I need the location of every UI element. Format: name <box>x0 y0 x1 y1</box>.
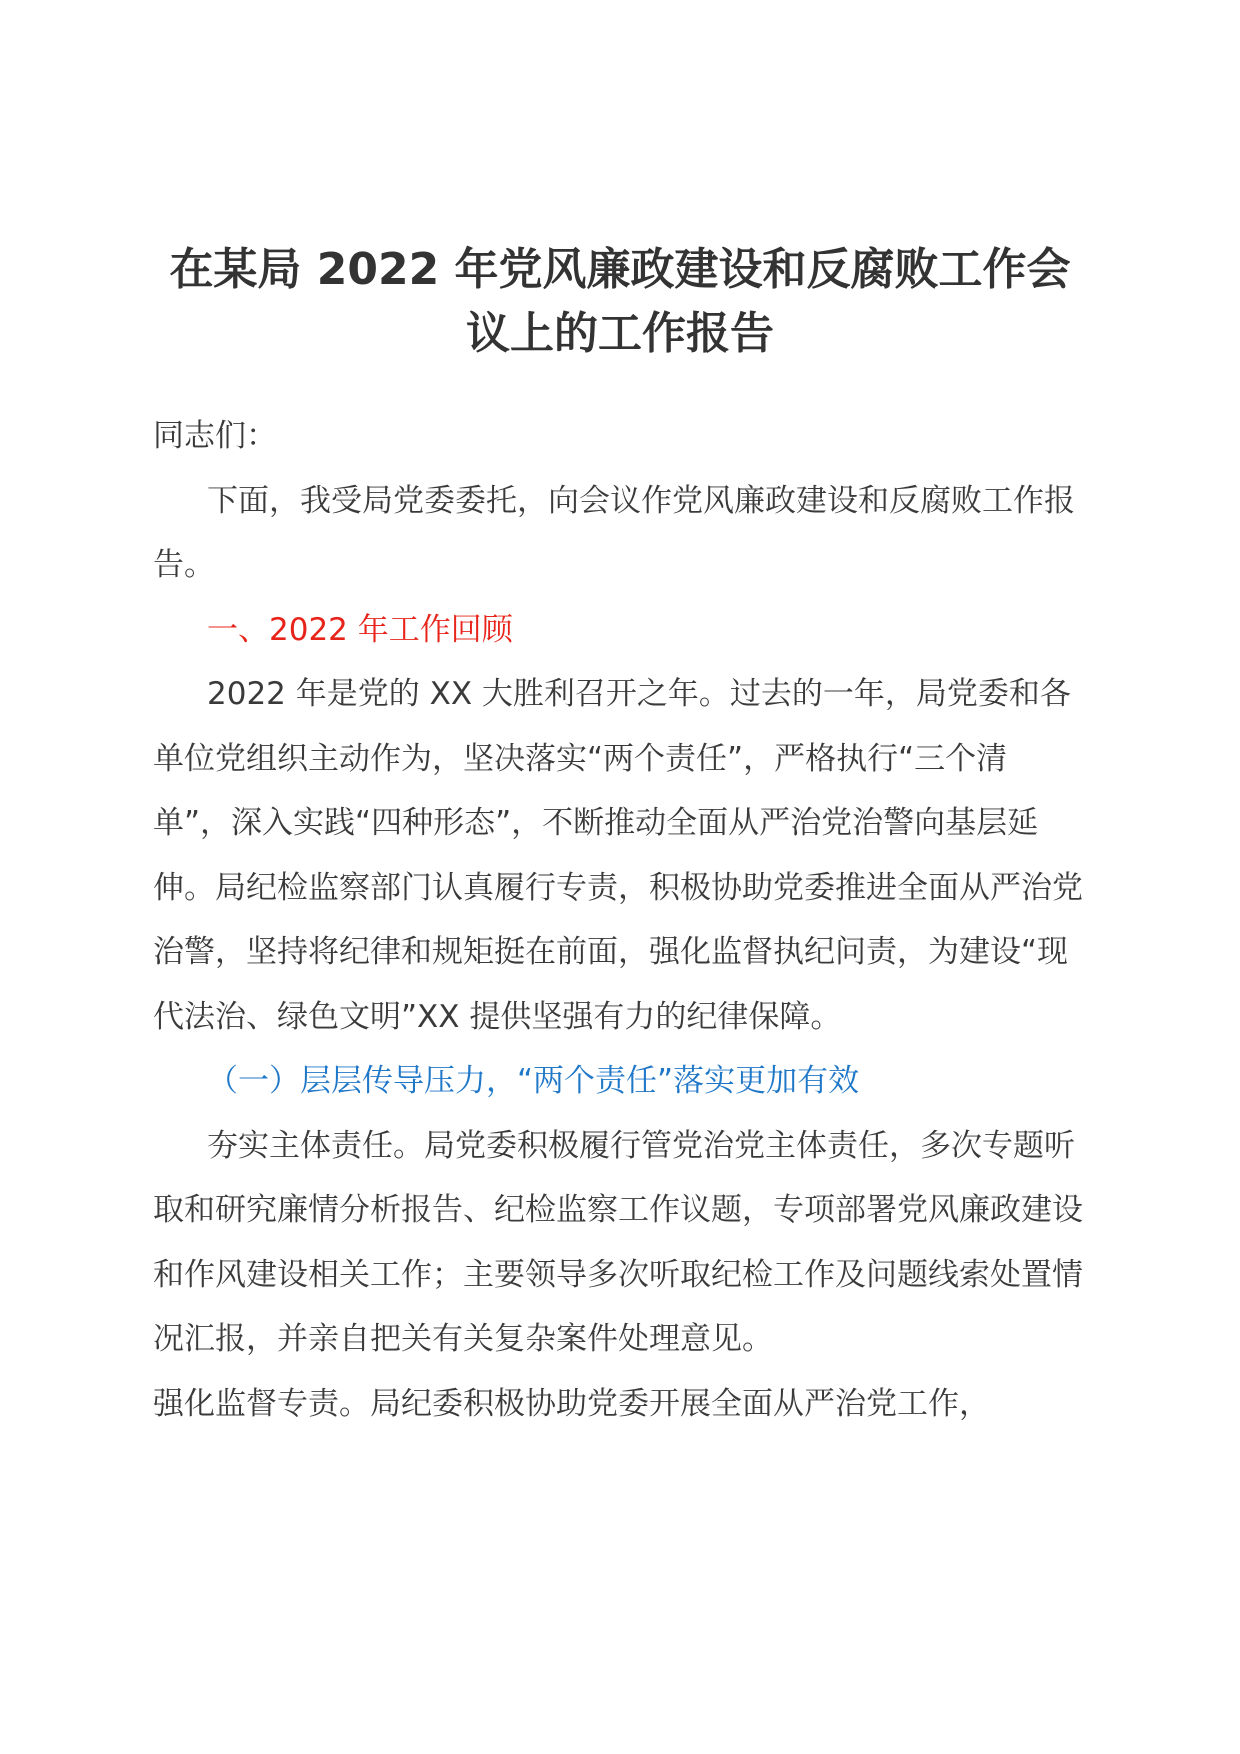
intro-paragraph: 下面，我受局党委委托，向会议作党风廉政建设和反腐败工作报告。 <box>153 482 1075 583</box>
document-body <box>153 404 1085 1436</box>
document-title: 在某局 2022 年党风廉政建设和反腐败工作会议上的工作报告 <box>169 244 1071 359</box>
subsection-1-paragraph: 夯实主体责任。局党委积极履行管党治党主体责任，多次专题听取和研究廉情分析报告、纪检监察工作议题，专项部署党风廉政建设和作风建设相关工作；主要领导多次听取纪检工作及问题线索处置情况汇报，并亲自把关有关复杂案件处理意见。 <box>153 1127 1083 1357</box>
subsection-1-paragraph-2: 强化监督专责。局纪委积极协助党委开展全面从严治党工作， <box>153 1385 990 1422</box>
section-1-paragraph: 2022 年是党的 XX 大胜利召开之年。过去的一年，局党委和各单位党组织主动作为，坚决落实“两个责任”，严格执行“三个清单”，深入实践“四种形态”，不断推动全面从严治党治警向基层延伸。局纪检监察部门认真履行专责，积极协助党委推进全面从严治党治警，坚持将纪律和规矩挺在前面，强化监督执纪问责，为建设“现代法治、绿色文明”XX 提供坚强有力的纪律保障。 <box>153 676 1083 1035</box>
subsection-heading-1: （一）层层传导压力，“两个责任”落实更加有效 <box>207 1063 860 1099</box>
section-heading-1: 一、2022 年工作回顾 <box>207 611 513 648</box>
greeting: 同志们： <box>153 418 277 454</box>
